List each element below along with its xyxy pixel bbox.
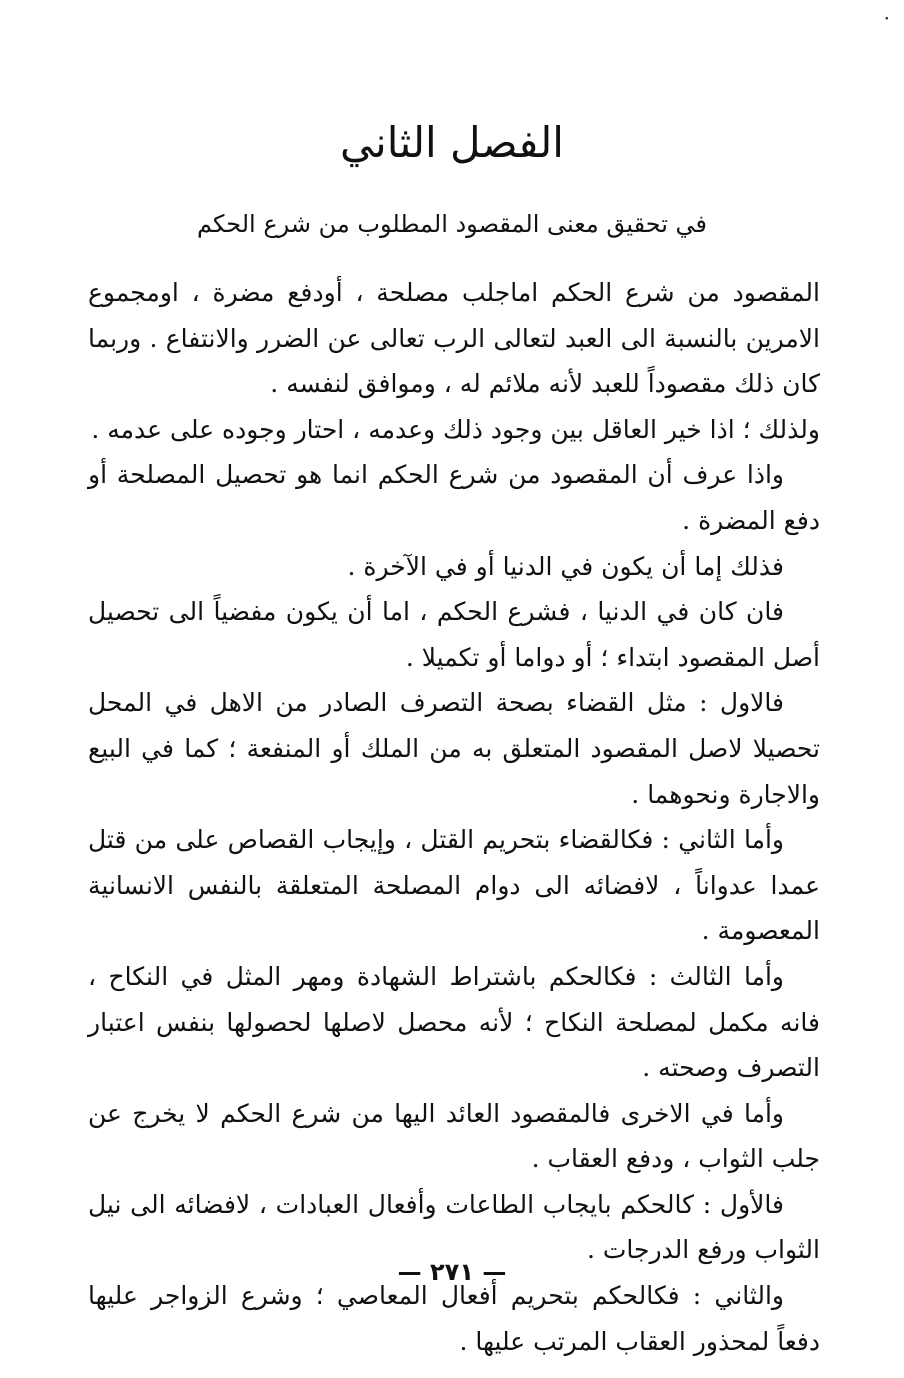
paragraph: وأما الثالث : فكالحكم باشتراط الشهادة ومهر المثل في النكاح ، فانه مكمل لمصلحة النكاح ؛ لأنه محصل لاصلها لحصولها بنفس اعتبار التصرف وصحته . xyxy=(88,961,820,1083)
paragraph: فالأول : كالحكم بايجاب الطاعات وأفعال العبادات ، لافضائه الى نيل الثواب ورفع الدرجات . xyxy=(88,1189,820,1265)
paragraph: ولذلك ؛ اذا خير العاقل بين وجود ذلك وعدمه ، احتار وجوده على عدمه . xyxy=(91,414,820,444)
paragraph: واذا عرف أن المقصود من شرع الحكم انما هو تحصيل المصلحة أو دفع المضرة . xyxy=(88,460,820,535)
body-text xyxy=(88,270,820,1364)
paragraph: وأما في الاخرى فالمقصود العائد اليها من شرع الحكم لا يخرج عن جلب الثواب ، ودفع العقاب . xyxy=(88,1098,820,1174)
corner-mark: · xyxy=(883,6,890,30)
page-number: — ٢٧١ — xyxy=(397,1258,507,1286)
paragraph: فذلك إما أن يكون في الدنيا أو في الآخرة . xyxy=(347,551,784,581)
paragraph: وأما الثاني : فكالقضاء بتحريم القتل ، وإيجاب القصاص على من قتل عمدا عدواناً ، لافضائه الى دوام المصلحة المتعلقة بالنفس الانسانية المعصومة . xyxy=(88,825,820,946)
paragraph: فالاول : مثل القضاء بصحة التصرف الصادر من الاهل في المحل تحصيلا لاصل المقصود المتعلق به من الملك أو المنفعة ؛ كما في البيع والاجارة ونحوهما . xyxy=(88,688,820,809)
chapter-subtitle: في تحقيق معنى المقصود المطلوب من شرع الحكم xyxy=(197,210,707,238)
paragraph: والثاني : فكالحكم بتحريم أفعال المعاصي ؛ وشرع الزواجر عليها دفعاً لمحذور العقاب المرتب عليها . xyxy=(88,1281,820,1356)
paragraph: المقصود من شرع الحكم اماجلب مصلحة ، أودفع مضرة ، اومجموع الامرين بالنسبة الى العبد لتعالى الرب تعالى عن الضرر والانتفاع . وربما كان ذلك مقصوداً للعبد لأنه ملائم له ، وموافق لنفسه . xyxy=(88,278,820,399)
chapter-title: الفصل الثاني xyxy=(340,118,564,167)
paragraph: فان كان في الدنيا ، فشرع الحكم ، اما أن يكون مفضياً الى تحصيل أصل المقصود ابتداء ؛ أو دواما أو تكميلا . xyxy=(88,597,820,672)
